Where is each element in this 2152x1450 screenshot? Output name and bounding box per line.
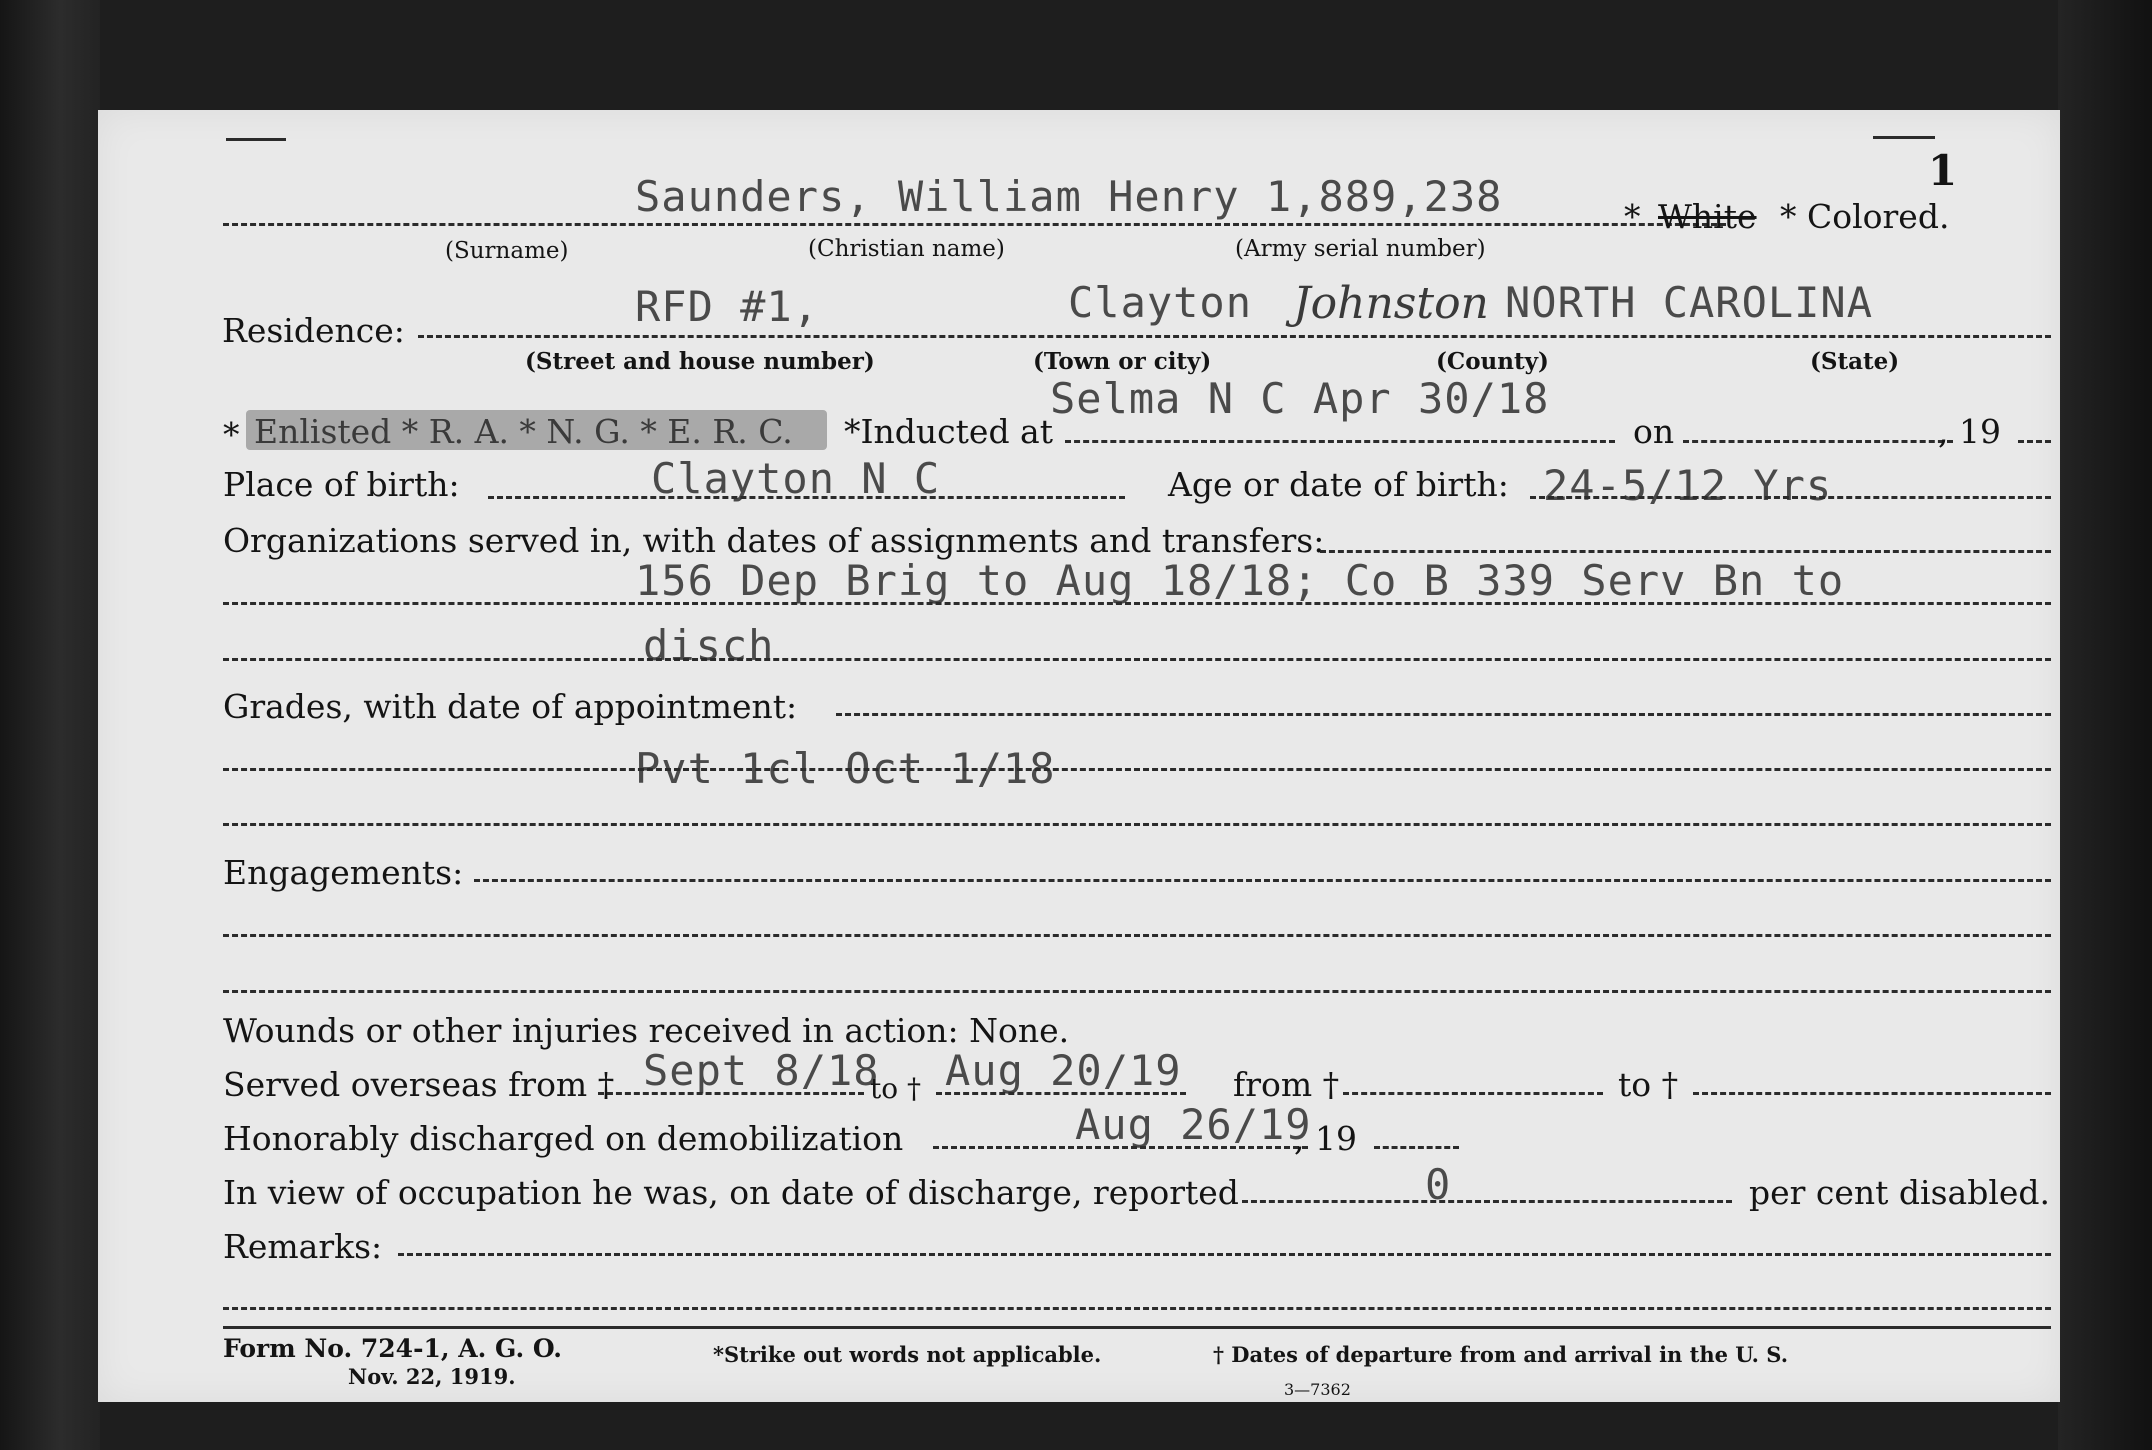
orgs-line-2: [223, 658, 2051, 661]
overseas-from2-line: [1343, 1092, 1603, 1095]
overseas-to-line: [936, 1092, 1186, 1095]
corner-rule-left: [226, 138, 286, 141]
surname-caption: (Surname): [445, 238, 569, 264]
name-serial-typed: Saunders, William Henry 1,889,238: [635, 172, 1503, 221]
footer-rule: [223, 1326, 2051, 1329]
overseas-to2-line: [1693, 1092, 2051, 1095]
age-line: [1530, 496, 2051, 499]
engagements-line-2: [223, 990, 2051, 993]
residence-label: Residence:: [222, 311, 405, 350]
form-date: Nov. 22, 1919.: [348, 1364, 516, 1389]
serial-caption: (Army serial number): [1235, 236, 1486, 262]
overseas-from-typed: Sept 8/18: [643, 1046, 880, 1095]
on-line: [1683, 440, 1953, 443]
remarks-line-1: [223, 1307, 2051, 1310]
occupation-label: In view of occupation he was, on date of discharge, reported: [223, 1173, 1239, 1212]
overseas-from-line: [598, 1092, 864, 1095]
state-caption: (State): [1810, 348, 1900, 375]
county-caption: (County): [1436, 348, 1549, 375]
grade-typed: Pvt 1cl Oct 1/18: [635, 744, 1056, 793]
street-caption: (Street and house number): [525, 348, 875, 375]
age-label: Age or date of birth:: [1168, 465, 1509, 504]
grades-label: Grades, with date of appointment:: [223, 687, 798, 726]
grades-line-1: [223, 768, 2051, 771]
strike-note: *Strike out words not applicable.: [713, 1342, 1102, 1367]
scan-border-right: [2058, 0, 2152, 1450]
discharge-label: Honorably discharged on demobilization: [223, 1119, 904, 1158]
engagements-line-0: [474, 879, 2051, 882]
overseas-to-typed: Aug 20/19: [945, 1046, 1182, 1095]
inducted-line: [1065, 440, 1615, 443]
disabled-label: per cent disabled.: [1749, 1173, 2051, 1212]
engagements-label: Engagements:: [223, 853, 464, 892]
orgs-line-1: [223, 602, 2051, 605]
colored-option: * Colored.: [1780, 197, 1950, 236]
overseas-from2-label: from †: [1233, 1065, 1340, 1104]
orgs-typed-line1: 156 Dep Brig to Aug 18/18; Co B 339 Serv Bn to: [635, 556, 1845, 605]
disabled-line: [1242, 1200, 1732, 1203]
wounds-label: Wounds or other injuries received in action: None.: [223, 1011, 1070, 1050]
birthplace-label: Place of birth:: [223, 465, 460, 504]
corner-rule-right: [1873, 136, 1935, 139]
street-typed: RFD #1,: [635, 282, 820, 331]
dates-note: † Dates of departure from and arrival in the U. S.: [1213, 1342, 1789, 1367]
service-record-card: [98, 110, 2060, 1402]
orgs-label: Organizations served in, with dates of assignments and transfers:: [223, 521, 1325, 560]
remarks-label: Remarks:: [223, 1227, 383, 1266]
grades-line-2: [223, 823, 2051, 826]
inducted-label: *Inducted at: [844, 412, 1053, 451]
county-handwritten: Johnston: [1293, 278, 1489, 329]
card-number: 1: [1928, 146, 1958, 195]
town-caption: (Town or city): [1033, 348, 1212, 375]
discharge-year-line: [1374, 1146, 1459, 1149]
disabled-typed: 0: [1425, 1160, 1452, 1209]
scan-border-left: [0, 0, 100, 1450]
engagements-line-1: [223, 934, 2051, 937]
orgs-line-0: [1320, 550, 2051, 553]
inducted-typed: Selma N C Apr 30/18: [1050, 374, 1550, 423]
orgs-typed-line2: disch: [643, 621, 775, 670]
discharge-year: , 19: [1294, 1119, 1357, 1158]
remarks-line-0: [398, 1253, 2051, 1256]
print-code: 3—7362: [1284, 1380, 1351, 1399]
discharge-line: [933, 1146, 1308, 1149]
residence-line: [418, 335, 2051, 338]
birthplace-typed: Clayton N C: [651, 454, 941, 503]
christian-caption: (Christian name): [808, 236, 1005, 262]
state-typed: NORTH CAROLINA: [1505, 278, 1874, 327]
birthplace-line: [488, 496, 1125, 499]
year-prefix: , 19: [1938, 412, 2001, 451]
grades-line-0: [836, 713, 2051, 716]
white-option: White: [1658, 197, 1757, 236]
age-typed: 24-5/12 Yrs: [1543, 461, 1833, 510]
year-line: [2018, 440, 2051, 443]
overseas-to-label: to †: [870, 1072, 922, 1105]
enlisted-options: Enlisted * R. A. * N. G. * E. R. C.: [254, 412, 793, 451]
name-line: [223, 223, 1726, 226]
on-label: on: [1633, 412, 1675, 451]
asterisk-white: *: [1624, 197, 1641, 236]
overseas-label: Served overseas from †: [223, 1065, 615, 1104]
enlisted-asterisk: *: [223, 415, 240, 454]
overseas-to2-label: to †: [1618, 1065, 1679, 1104]
discharge-typed: Aug 26/19: [1075, 1100, 1312, 1149]
form-label: Form No. 724-1, A. G. O.: [223, 1334, 562, 1363]
town-typed: Clayton: [1068, 278, 1253, 327]
